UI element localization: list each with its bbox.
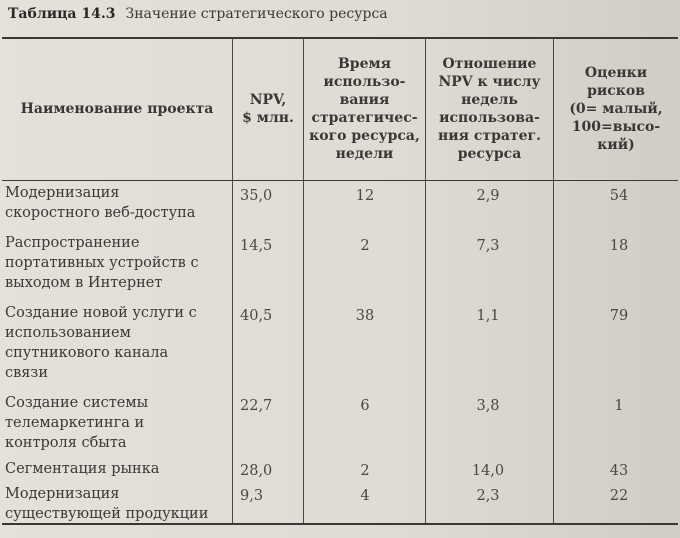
- npv-value: 40,5: [240, 308, 273, 324]
- ratio-value: 2,3: [476, 488, 500, 504]
- table-number: Таблица 14.3: [8, 6, 116, 22]
- ratio-value: 14,0: [471, 463, 505, 479]
- header-project-name: Наименование проекта: [20, 101, 214, 117]
- ratio-value: 3,8: [476, 398, 500, 414]
- npv-value: 35,0: [240, 188, 273, 204]
- npv-value: 22,7: [240, 398, 273, 414]
- weeks-value: 4: [360, 488, 370, 504]
- ratio-value: 7,3: [476, 238, 500, 254]
- weeks-value: 12: [355, 188, 375, 204]
- ratio-value: 2,9: [476, 188, 500, 204]
- project-name: Создание новой услуги с использованием спутникового канала связи: [5, 305, 197, 381]
- risk-value: 54: [609, 188, 629, 204]
- ratio-value: 1,1: [476, 308, 500, 324]
- project-name: Создание системы телемаркетинга и контроля сбыта: [5, 395, 149, 451]
- risk-value: 1: [614, 398, 624, 414]
- project-name: Модернизация существующей продукции: [5, 486, 209, 522]
- weeks-value: 6: [360, 398, 370, 414]
- table-header-rule: [2, 180, 678, 181]
- npv-value: 14,5: [240, 238, 273, 254]
- risk-value: 43: [609, 463, 629, 479]
- header-risk: Оценки рисков (0= малый, 100=высо- кий): [569, 65, 663, 153]
- risk-value: 22: [609, 488, 629, 504]
- table-title: Значение стратегического ресурса: [125, 6, 388, 22]
- project-name: Распространение портативных устройств с выходом в Интернет: [5, 235, 199, 291]
- npv-value: 28,0: [240, 463, 273, 479]
- table-caption: [8, 6, 388, 22]
- risk-value: 79: [609, 308, 629, 324]
- project-name: Модернизация скоростного веб-доступа: [5, 185, 196, 221]
- weeks-value: 2: [360, 463, 370, 479]
- npv-value: 9,3: [240, 488, 264, 504]
- risk-value: 18: [609, 238, 629, 254]
- weeks-value: 38: [355, 308, 375, 324]
- header-npv-per-week: Отношение NPV к числу недель использова- ния стратег. ресурса: [438, 56, 541, 162]
- project-name: Сегментация рынка: [5, 461, 160, 477]
- header-npv: NPV, $ млн.: [242, 92, 294, 126]
- weeks-value: 2: [360, 238, 370, 254]
- header-resource-weeks: Время использо- вания стратегичес- кого ресурса, недели: [309, 56, 420, 162]
